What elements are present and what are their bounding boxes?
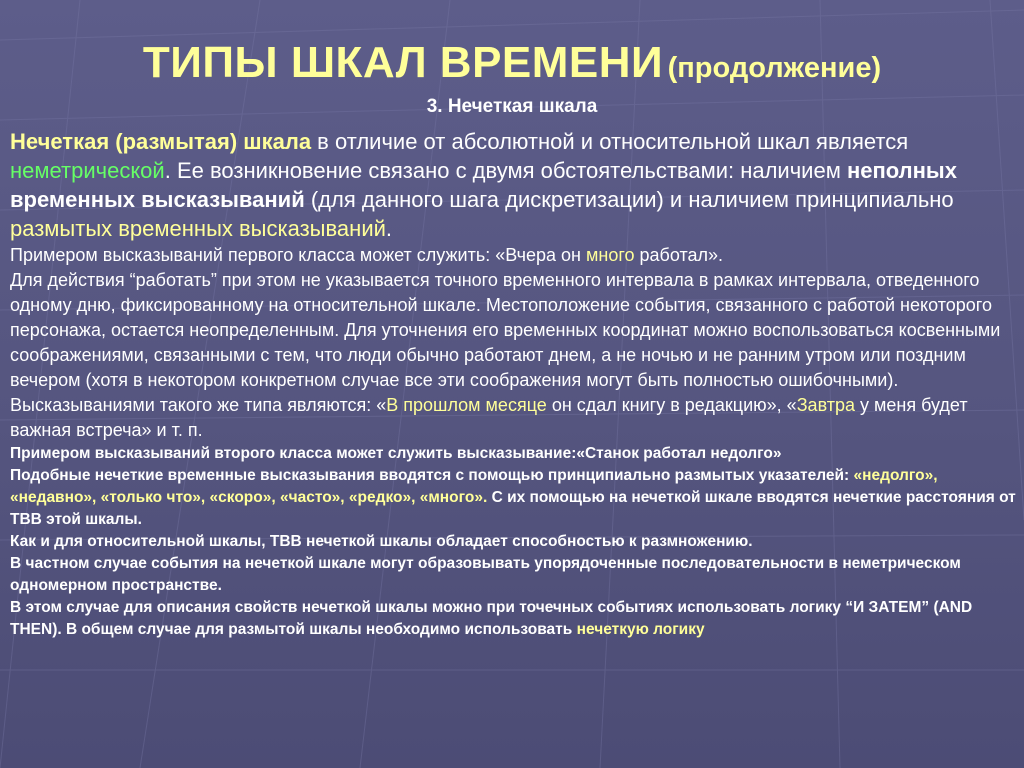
term-fuzzy-pointers: «недолго», «недавно», «только что», «скоро», «часто», «редко», «много». xyxy=(10,467,938,506)
text: В частном случае события на нечеткой шкале могут образовывать упорядоченные последовательности в неметрическом одномерном пространстве. xyxy=(10,555,961,594)
title-sub: (продолжение) xyxy=(667,52,882,84)
text: Примером высказываний второго класса может служить высказывание:«Станок работал недолго» xyxy=(10,445,782,462)
text: Подобные нечеткие временные высказывания вводятся с помощью принципиально размытых указателей: xyxy=(10,467,854,484)
term-nonmetric: неметрической xyxy=(10,158,165,183)
text: Примером высказываний первого класса может служить: «Вчера он xyxy=(10,245,586,265)
term-tomorrow: Завтра xyxy=(796,395,856,415)
text: Для действия “работать” при этом не указывается точного временного интервала в рамках интервала, отведенного одному дню, фиксированному на относительной шкале. Местоположение события, связанного с работой некоторого персонажа, остается неопределенным. Для уточнения его временных координат можно воспользоваться косвенными соображениями, связанными с тем, что люди обычно работают днем, а не ночью и не ранним утром или поздним вечером (хотя в некотором конкретном случае все эти соображения могут быть полностью ошибочными). Высказываниями такого же типа являются: « xyxy=(10,270,1001,415)
text: у меня будет важная встреча» и т. п. xyxy=(10,395,968,440)
text: . xyxy=(385,216,393,241)
text: он сдал книгу в редакцию», « xyxy=(546,395,797,415)
text: работал». xyxy=(634,245,724,265)
slide-body xyxy=(10,127,1018,641)
text: Как и для относительной шкалы, ТВВ нечеткой шкалы обладает способностью к размножению. xyxy=(10,533,753,550)
slide-title xyxy=(0,38,1024,88)
term-fuzzy-scale: Нечеткая (размытая) шкала xyxy=(10,129,312,154)
text: С их помощью на нечеткой шкале вводятся нечеткие расстояния от ТВВ этой шкалы. xyxy=(10,489,1016,528)
text: . Ее возникновение связано с двумя обстоятельствами: наличием xyxy=(164,158,847,183)
text: в отличие от абсолютной и относительной шкал является xyxy=(311,129,909,154)
term-fuzzy-logic: нечеткую логику xyxy=(576,621,705,638)
term-mnogo: много xyxy=(586,245,635,265)
paragraph-first-class xyxy=(10,243,1018,443)
section-heading: 3. Нечеткая шкала xyxy=(426,96,598,117)
text: В этом случае для описания свойств нечеткой шкалы можно при точечных событиях использовать логику “И ЗАТЕМ” (AND THEN). В общем случае для размытой шкалы необходимо использовать xyxy=(10,599,973,638)
term-fuzzy-statements: размытых временных высказываний xyxy=(10,216,386,241)
paragraph-second-class xyxy=(10,443,1018,641)
title-main: ТИПЫ ШКАЛ ВРЕМЕНИ xyxy=(142,38,664,87)
term-last-month: В прошлом месяце xyxy=(386,395,547,415)
text: (для данного шага дискретизации) и наличием принципиально xyxy=(304,187,954,212)
term-incomplete-statements: неполных временных высказываний xyxy=(10,158,957,212)
paragraph-intro xyxy=(10,127,1018,243)
